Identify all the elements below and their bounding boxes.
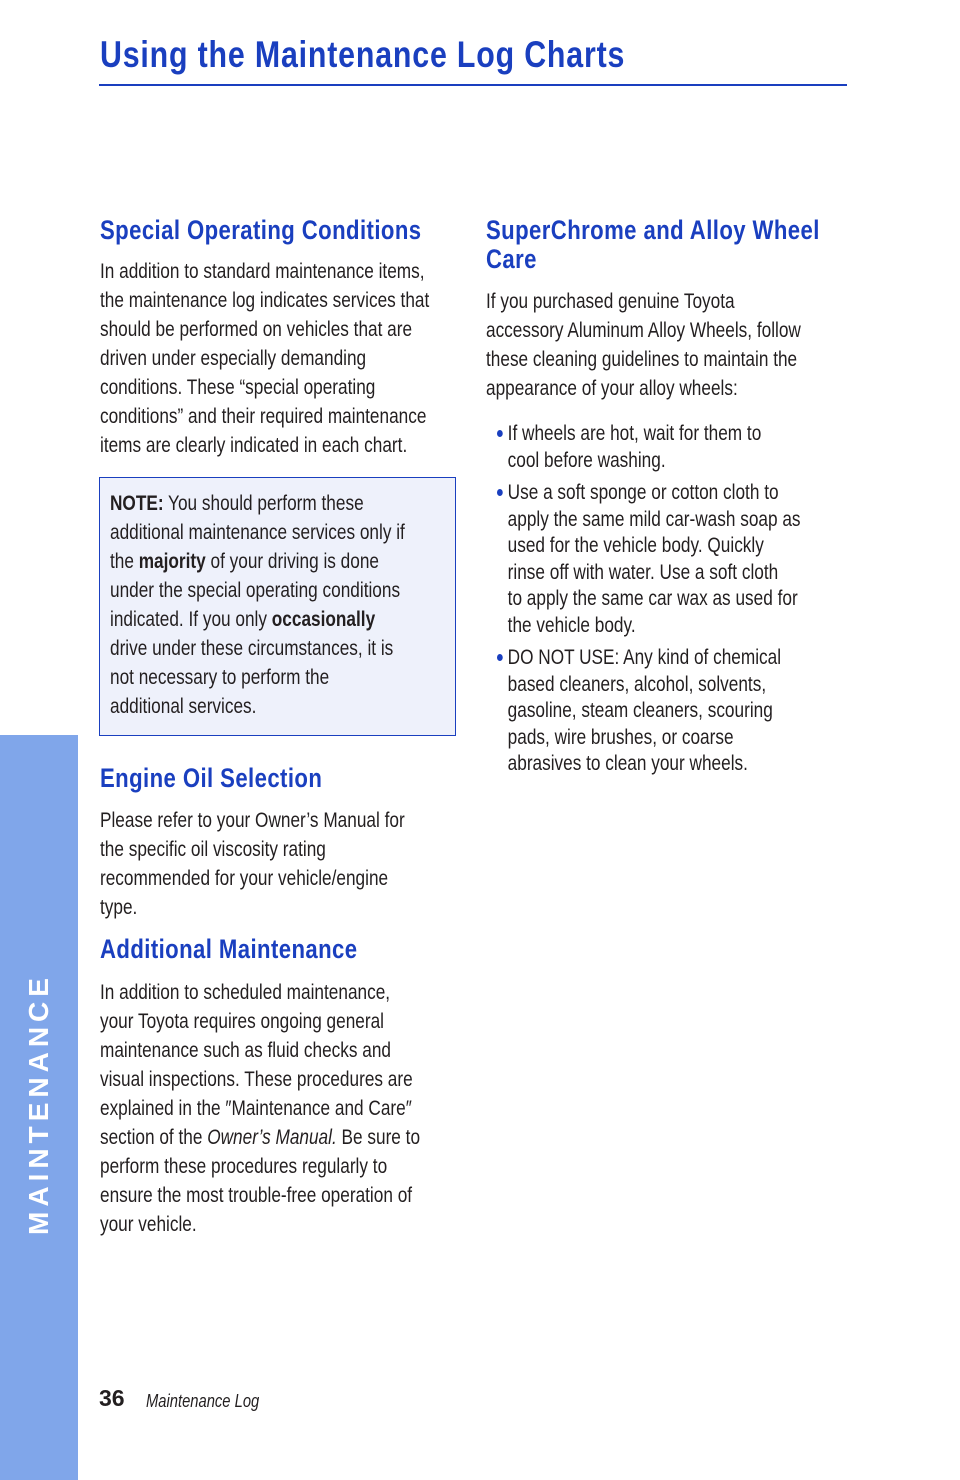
text-line: explained in the ″Maintenance and Care″ [100,1097,412,1120]
text-line: Please refer to your Owner’s Manual for [100,809,405,832]
text-line: driven under especially demanding [100,347,367,370]
bullet-icon [497,654,503,661]
text-line: perform these procedures regularly to [100,1155,388,1178]
text-line: accessory Aluminum Alloy Wheels, follow [486,319,801,342]
text-line: these cleaning guidelines to maintain the [486,348,798,371]
text-line: conditions. These “special operating [100,376,376,399]
text-line: section of the Owner’s Manual. Be sure to [100,1126,421,1149]
wheel-care-bullet-list [497,421,867,784]
page-number: 36 [99,1385,125,1411]
text-line: your vehicle. [100,1213,197,1236]
text-line: If you purchased genuine Toyota [486,290,735,313]
text-line: type. [100,896,138,919]
special-conditions-paragraph [100,257,502,460]
header-rule [99,84,847,86]
text-line: should be performed on vehicles that are [100,318,413,341]
manual-title: Owner’s Manual. [207,1126,337,1149]
text-line: items are clearly indicated in each chart. [100,434,408,457]
engine-oil-heading: Engine Oil Selection [100,763,323,793]
list-item: Use a soft sponge or cotton cloth to apply the same mild car-wash soap as used for the vehicle body. Quickly rinse off with water. Use a soft cloth to apply the same car wax as used for the vehicle body. [497,480,801,639]
side-tab-label: MAINTENANCE [23,973,54,1235]
list-item: If wheels are hot, wait for them to cool before washing. [497,421,801,474]
bullet-icon [497,489,503,496]
emphasis-majority: majority [138,550,206,573]
text-line: the maintenance log indicates services that [100,289,430,312]
bullet-icon [497,430,503,437]
wheel-care-paragraph [486,287,870,403]
engine-oil-paragraph [100,806,472,922]
text-line: In addition to scheduled maintenance, [100,981,391,1004]
text-line: conditions” and their required maintenance [100,405,427,428]
text-line: recommended for your vehicle/engine [100,867,389,890]
text-line: ensure the most trouble-free operation of [100,1184,413,1207]
text-line: maintenance such as fluid checks and [100,1039,392,1062]
text-line: appearance of your alloy wheels: [486,377,738,400]
note-label: NOTE: [110,492,164,515]
wheel-care-heading: SuperChrome and Alloy Wheel Care [486,215,820,274]
special-conditions-heading: Special Operating Conditions [100,215,422,245]
text-line: visual inspections. These procedures are [100,1068,413,1091]
text-line: the specific oil viscosity rating [100,838,326,861]
additional-maintenance-paragraph [100,978,490,1239]
additional-maintenance-heading: Additional Maintenance [100,934,358,964]
text-line: your Toyota requires ongoing general [100,1010,385,1033]
emphasis-occasionally: occasionally [271,608,376,631]
list-item: DO NOT USE: Any kind of chemical based cleaners, alcohol, solvents, gasoline, steam cleaners, scouring pads, wire brushes, or coarse abrasives to clean your wheels. [497,645,801,778]
page-title: Using the Maintenance Log Charts [100,34,626,75]
note-text: NOTE: You should perform these additional maintenance services only if the majority of your driving is done under the special operating conditions indicated. If you only occasionally drive under these circumstances, it is not necessary to perform the additional services. [110,492,405,718]
footer-label: Maintenance Log [146,1391,260,1411]
text-line: In addition to standard maintenance items, [100,260,425,283]
